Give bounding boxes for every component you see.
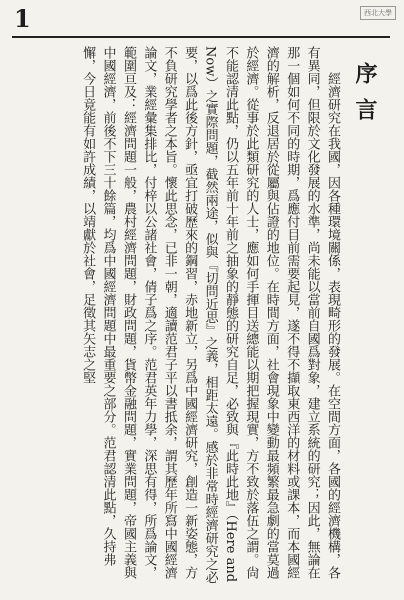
page-number: 1: [14, 4, 31, 33]
header-rule: [12, 36, 390, 38]
section-title: 序言: [352, 62, 378, 134]
body-text: [22, 46, 342, 586]
paragraph: 經濟研究在我國，因各種環境關係，表現畸形的發展。在空間方面，各國的經濟機構，各有異同，但限於文化發展的水準，尚未能以當前自國爲對象，建立系統的研究；因此，無論在那一個如何不同的時期，爲應付目前需要起見，遂不得不擷取東西洋的材料或課本，而本國經濟的解析，反退居於從屬與佔證的地位。在時間方面，社會現象中變動最頻繁最急劇的當莫過於經濟。從事於此類研究的人士，應如何手揮目送總能以期把握現實，方不致於落伍之謂。尙不能認清此點，仍以五年前十年前之抽象的靜態的研究自足，必致與『此時此地』（Here and Now）之實際問題，截然兩途，似與『切問近思』之義，相距太遠。感於非常時經濟研究之必要，以爲此後方針，亟宜打破歷來的鋼習，赤地新立，另爲中國經濟研究，創造一新姿態，方不負研究學者之本旨。懷此思念，已非一朝，適讀范君子平以書抵余，謂其歷年所寫中國經濟論文，業經彙集排比，付梓以公諸社會，倩子爲之序。范君英年力學，深思有得，所爲論文，範圍亘及：經濟問題一般，農村經濟問題，財政問題，貨幣金融問題，實業問題，帝國主義與中國經濟，前後不下三十餘篇，均爲中國經濟問題中最重要之部分。范君認清此點，久持弗懈，今日竟能有如許成績，以靖獻於社會，足徵其矢志之堅: [80, 46, 340, 584]
library-stamp: 西北大學: [360, 6, 396, 20]
